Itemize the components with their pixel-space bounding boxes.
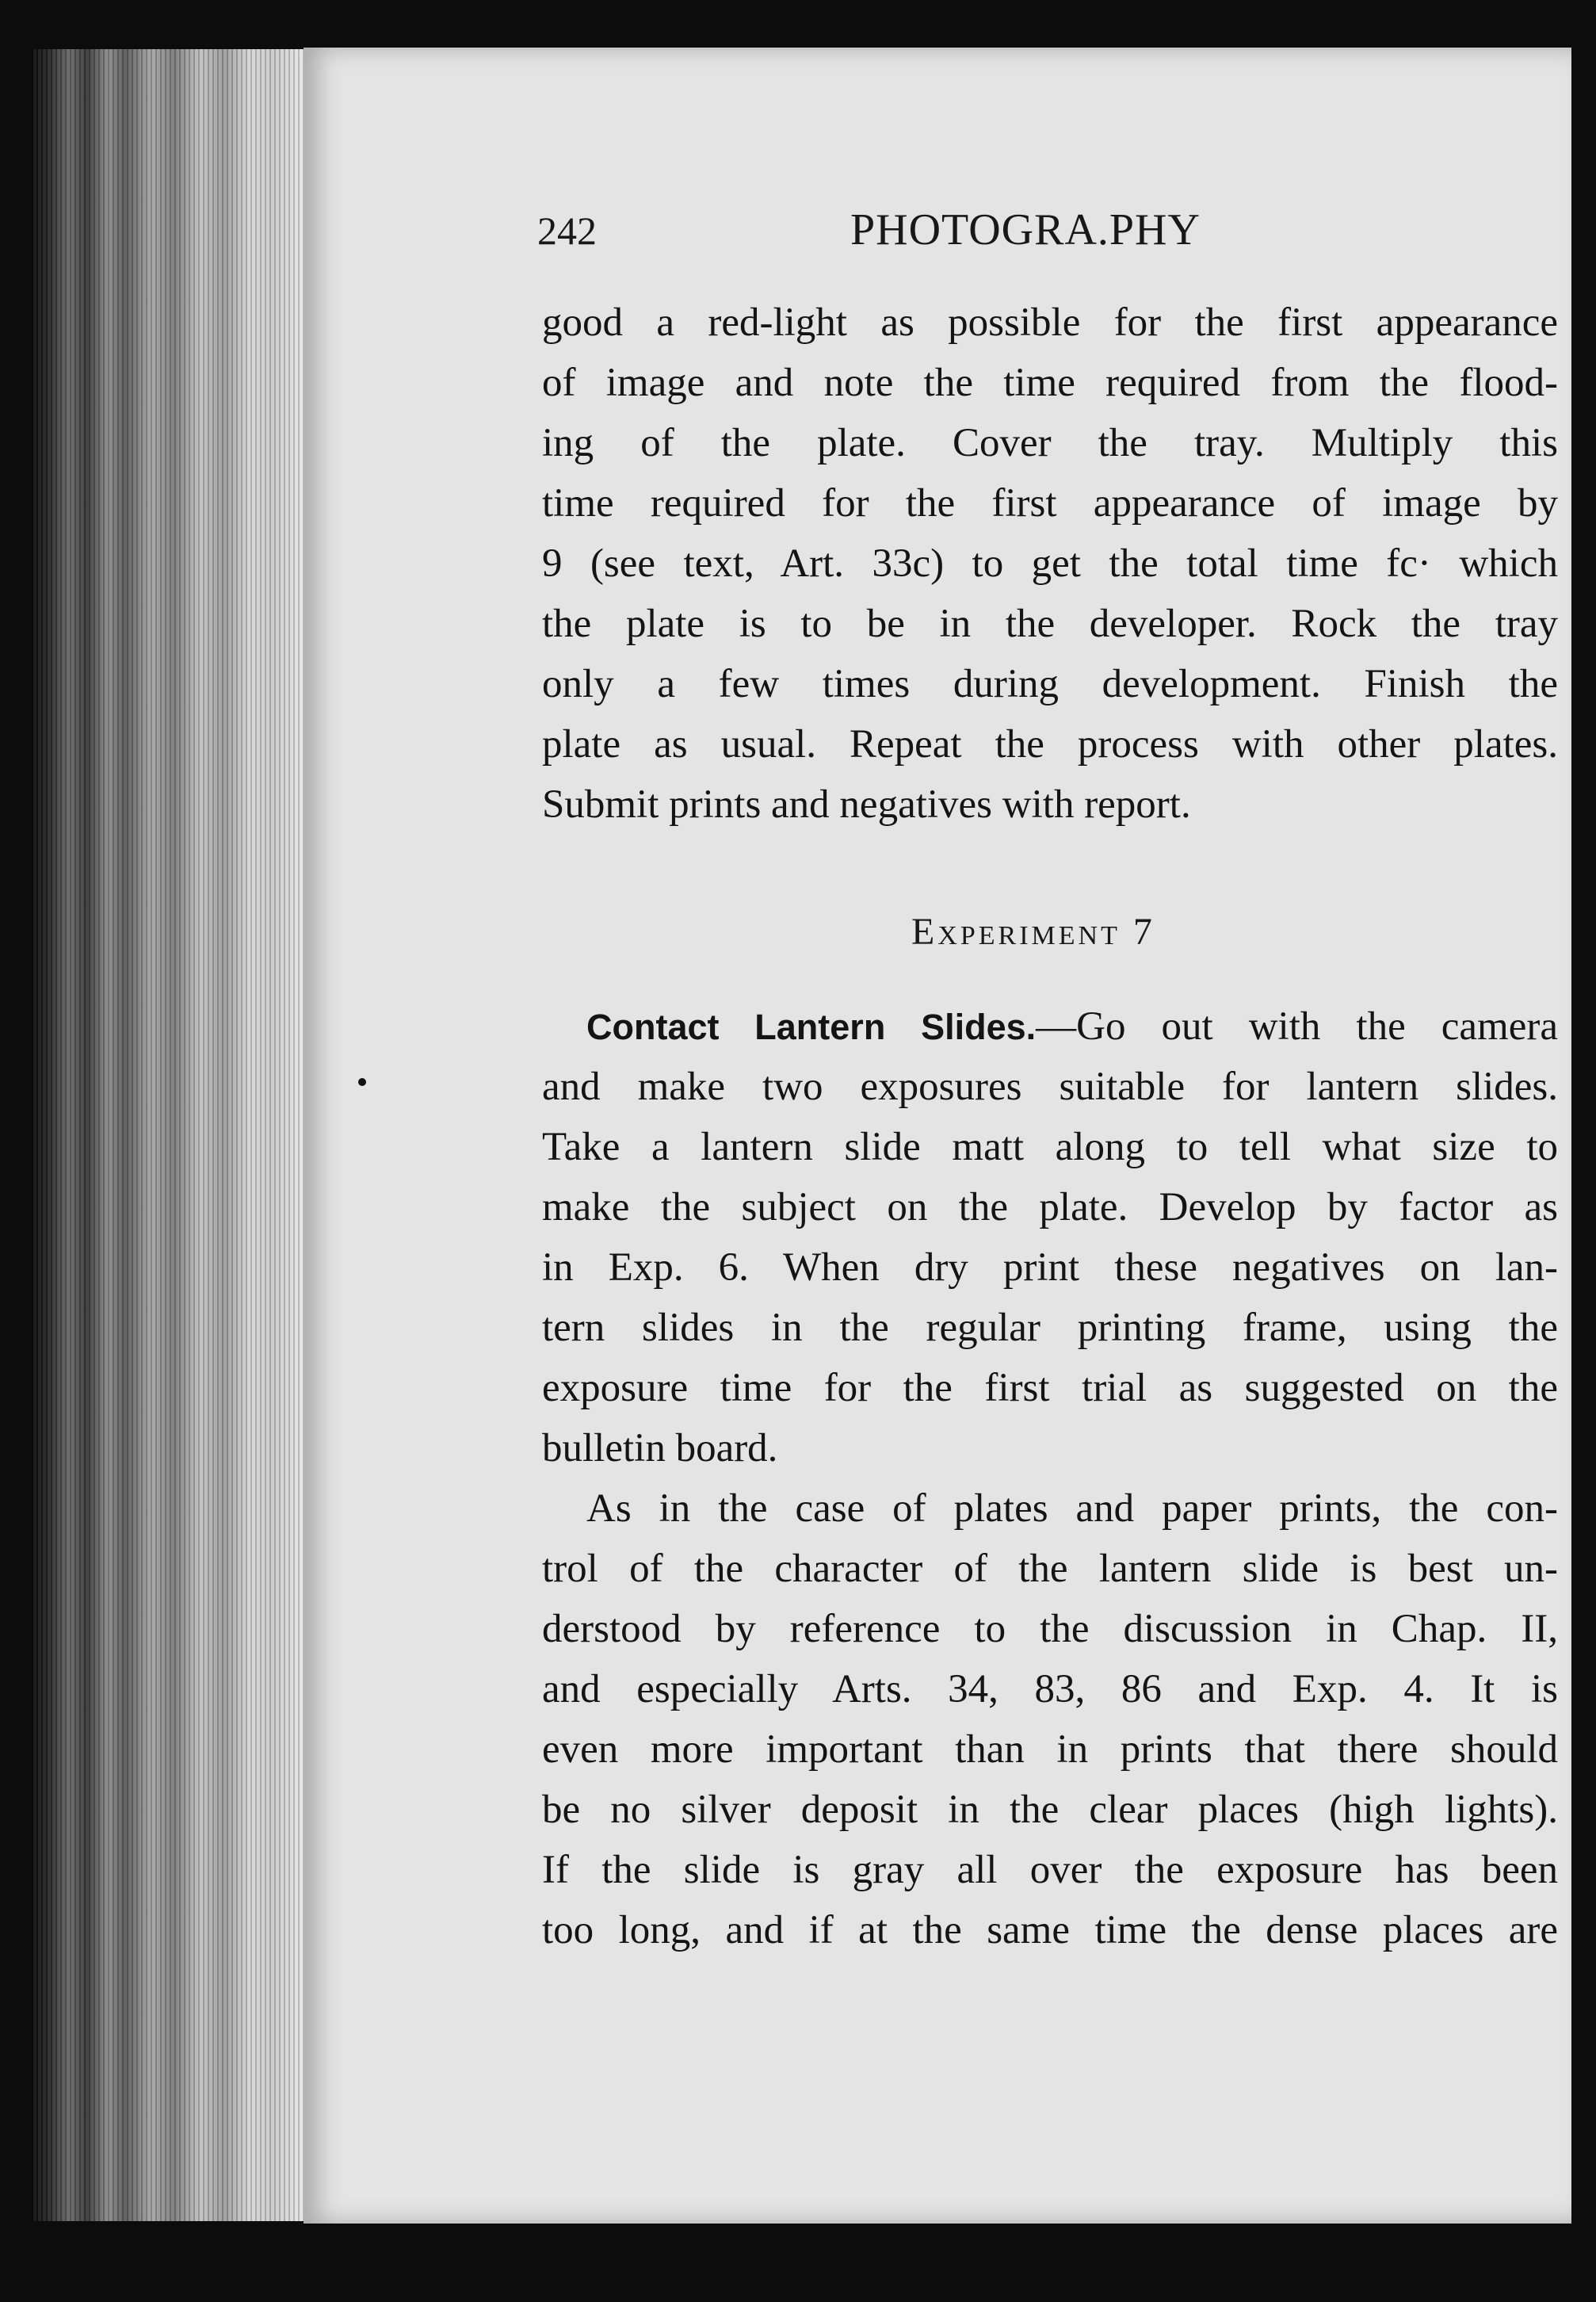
text-line-lead [586,1004,1558,1049]
text-line: bulletin board. [542,1426,778,1470]
page-stack-edge [32,49,305,2221]
text-line: in Exp. 6. When dry print these negatives on lan- [542,1245,1558,1290]
text-line: Take a lantern slide matt along to tell what size to [542,1125,1558,1169]
text-line: derstood by reference to the discussion in Chap. II, [542,1607,1558,1651]
page-number: 242 [537,208,597,253]
text-line: trol of the character of the lantern slide is best un- [542,1547,1558,1591]
text-line: too long, and if at the same time the dense places are [542,1908,1558,1952]
text-fragment: —Go out with the camera [1036,1004,1558,1049]
running-title: PHOTOGRA.PHY [850,205,1201,254]
text-line: As in the case of plates and paper prints, the con- [586,1486,1558,1531]
text-line: only a few times during development. Finish the [542,662,1558,706]
text-line: tern slides in the regular printing frame, using the [542,1306,1558,1350]
text-line: of image and note the time required from the flood- [542,361,1558,405]
text-line: and especially Arts. 34, 83, 86 and Exp. 4. It is [542,1667,1558,1711]
text-line: Submit prints and negatives with report. [542,782,1191,827]
section-lead-title: Contact Lantern Slides. [586,1007,1037,1047]
text-line: be no silver deposit in the clear places (high lights). [542,1788,1558,1832]
text-line: plate as usual. Repeat the process with other plates. [542,722,1558,767]
text-line: 9 (see text, Art. 33c) to get the total time fc· which [542,541,1558,586]
text-line: make the subject on the plate. Develop by factor as [542,1185,1558,1229]
text-line: time required for the first appearance of image by [542,481,1558,526]
page-header [537,205,1567,263]
scan-speck [358,1078,366,1086]
text-line: the plate is to be in the developer. Rock the tray [542,602,1558,646]
text-line: good a red-light as possible for the first appearance [542,300,1558,345]
text-line: exposure time for the first trial as suggested on the [542,1366,1558,1410]
text-line: even more important than in prints that there should [542,1727,1558,1772]
text-line: If the slide is gray all over the exposure has been [542,1848,1558,1892]
text-line: and make two exposures suitable for lantern slides. [542,1065,1558,1109]
text-line: ing of the plate. Cover the tray. Multiply this [542,421,1558,465]
experiment-heading: Experiment 7 [911,911,1155,953]
